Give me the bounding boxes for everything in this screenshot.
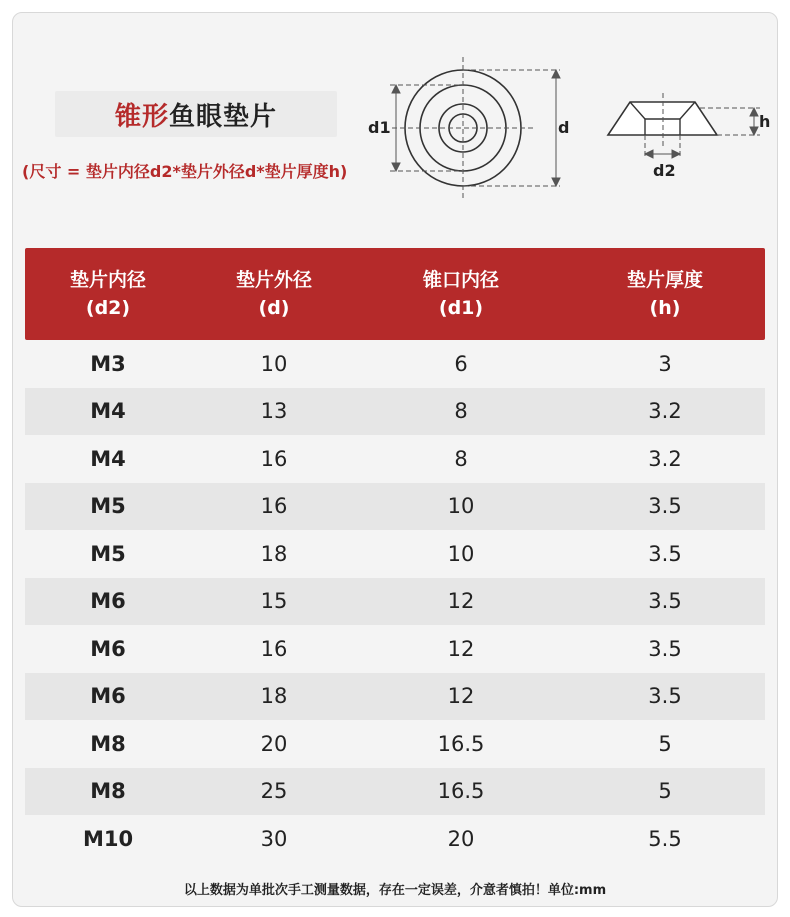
table-row [25, 815, 765, 863]
cell-cone-diameter: 12 [447, 636, 475, 661]
header-h-name: 垫片厚度 [626, 269, 703, 291]
table-row [25, 720, 765, 768]
table-row [25, 625, 765, 673]
cell-outer-diameter: 18 [260, 541, 288, 566]
cell-size: M4 [90, 399, 126, 424]
label-h: h [759, 112, 771, 131]
table-row [25, 388, 765, 436]
cell-thickness: 3.2 [648, 399, 682, 424]
cell-outer-diameter: 13 [260, 399, 288, 424]
cell-outer-diameter: 30 [260, 826, 288, 851]
cell-thickness: 5 [658, 731, 672, 756]
header-h-sub: (h) [649, 297, 681, 319]
cell-thickness: 3.5 [648, 541, 682, 566]
cell-thickness: 3.5 [648, 636, 682, 661]
cell-cone-diameter: 10 [447, 541, 475, 566]
cell-size: M4 [90, 446, 126, 471]
cell-size: M6 [90, 636, 126, 661]
header-d1-sub: (d1) [438, 297, 484, 319]
cell-thickness: 5.5 [648, 826, 682, 851]
header-d-sub: (d) [258, 297, 290, 319]
cell-size: M6 [90, 684, 126, 709]
size-formula: (尺寸 = 垫片内径d2*垫片外径d*垫片厚度h) [22, 162, 348, 181]
cell-outer-diameter: 25 [260, 779, 288, 804]
cell-outer-diameter: 16 [260, 494, 288, 519]
header-d2-name: 垫片内径 [69, 269, 146, 291]
header-d1 [357, 248, 565, 340]
header-d2 [25, 248, 191, 340]
cell-cone-diameter: 12 [447, 589, 475, 614]
cell-size: M5 [90, 541, 126, 566]
cell-thickness: 5 [658, 779, 672, 804]
cell-thickness: 3.5 [648, 494, 682, 519]
header-d1-name: 锥口内径 [422, 269, 499, 291]
cell-outer-diameter: 16 [260, 636, 288, 661]
cell-thickness: 3 [658, 351, 672, 376]
cell-cone-diameter: 8 [454, 446, 468, 471]
cell-size: M3 [90, 351, 126, 376]
table-row [25, 578, 765, 626]
washer-top-view [405, 70, 521, 186]
label-d2: d2 [653, 161, 676, 180]
header-d-name: 垫片外径 [235, 269, 312, 291]
cell-size: M10 [82, 826, 134, 851]
header-h [565, 248, 765, 340]
header-d [191, 248, 357, 340]
table-row [25, 483, 765, 531]
title-highlight: 锥形 [114, 101, 169, 132]
washer-diagram [360, 55, 780, 215]
cell-cone-diameter: 12 [447, 684, 475, 709]
cell-cone-diameter: 6 [454, 351, 468, 376]
cell-size: M8 [90, 731, 126, 756]
title-main: 鱼眼垫片 [169, 101, 278, 132]
label-d1: d1 [368, 118, 391, 137]
cell-size: M8 [90, 779, 126, 804]
table-header [25, 248, 765, 340]
cell-thickness: 3.2 [648, 446, 682, 471]
cell-cone-diameter: 8 [454, 399, 468, 424]
table-row [25, 768, 765, 816]
header-d2-sub: (d2) [85, 297, 131, 319]
product-title [55, 91, 337, 137]
table-row [25, 530, 765, 578]
cell-outer-diameter: 15 [260, 589, 288, 614]
table-row [25, 673, 765, 721]
cell-size: M5 [90, 494, 126, 519]
cell-thickness: 3.5 [648, 589, 682, 614]
cell-cone-diameter: 16.5 [437, 731, 485, 756]
cell-outer-diameter: 20 [260, 731, 288, 756]
cell-cone-diameter: 20 [447, 826, 475, 851]
table-row [25, 435, 765, 483]
cell-cone-diameter: 16.5 [437, 779, 485, 804]
cell-outer-diameter: 16 [260, 446, 288, 471]
cell-outer-diameter: 18 [260, 684, 288, 709]
table-row [25, 340, 765, 388]
cell-cone-diameter: 10 [447, 494, 475, 519]
cell-thickness: 3.5 [648, 684, 682, 709]
cell-size: M6 [90, 589, 126, 614]
cell-outer-diameter: 10 [260, 351, 288, 376]
label-d: d [558, 118, 570, 137]
spec-table [25, 248, 765, 863]
footnote: 以上数据为单批次手工测量数据，存在一定误差，介意者慎拍！单位:mm [183, 883, 607, 898]
